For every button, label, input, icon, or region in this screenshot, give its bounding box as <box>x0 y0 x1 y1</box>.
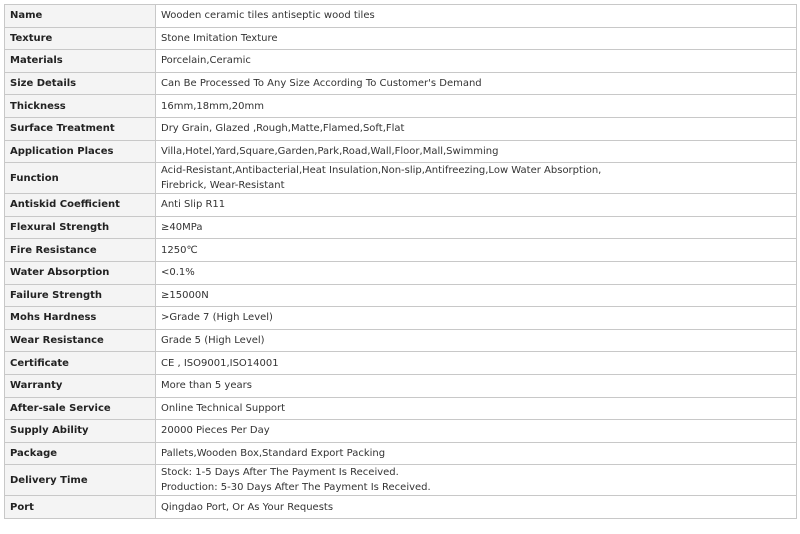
spec-label-function: Function <box>5 163 156 194</box>
spec-label-mohs-hardness: Mohs Hardness <box>5 307 156 330</box>
table-row <box>5 27 797 50</box>
spec-value-name: Wooden ceramic tiles antiseptic wood tiles <box>156 5 797 28</box>
spec-value-supply-ability: 20000 Pieces Per Day <box>156 420 797 443</box>
spec-label-size-details: Size Details <box>5 72 156 95</box>
spec-value-surface-treatment: Dry Grain, Glazed ,Rough,Matte,Flamed,Soft,Flat <box>156 117 797 140</box>
table-row <box>5 374 797 397</box>
spec-label-application-places: Application Places <box>5 140 156 163</box>
spec-label-warranty: Warranty <box>5 374 156 397</box>
delivery-time-line-1: Stock: 1-5 Days After The Payment Is Received. <box>161 467 399 479</box>
spec-value-application-places: Villa,Hotel,Yard,Square,Garden,Park,Road,Wall,Floor,Mall,Swimming <box>156 140 797 163</box>
spec-value-warranty: More than 5 years <box>156 374 797 397</box>
spec-value-size-details: Can Be Processed To Any Size According To Customer's Demand <box>156 72 797 95</box>
table-row <box>5 194 797 217</box>
spec-label-after-sale-service: After-sale Service <box>5 397 156 420</box>
spec-value-delivery-time <box>156 465 797 496</box>
table-row <box>5 397 797 420</box>
spec-label-wear-resistance: Wear Resistance <box>5 329 156 352</box>
function-line-1: Acid-Resistant,Antibacterial,Heat Insulation,Non-slip,Antifreezing,Low Water Absorption, <box>161 165 602 177</box>
spec-label-water-absorption: Water Absorption <box>5 261 156 284</box>
spec-value-after-sale-service: Online Technical Support <box>156 397 797 420</box>
table-row <box>5 329 797 352</box>
table-row <box>5 216 797 239</box>
table-row <box>5 465 797 496</box>
spec-label-antiskid-coefficient: Antiskid Coefficient <box>5 194 156 217</box>
table-row <box>5 5 797 28</box>
spec-label-flexural-strength: Flexural Strength <box>5 216 156 239</box>
product-spec-table <box>4 4 797 519</box>
table-row <box>5 420 797 443</box>
table-row <box>5 496 797 519</box>
spec-value-water-absorption: <0.1% <box>156 261 797 284</box>
spec-value-materials: Porcelain,Ceramic <box>156 50 797 73</box>
spec-label-texture: Texture <box>5 27 156 50</box>
spec-label-certificate: Certificate <box>5 352 156 375</box>
spec-value-package: Pallets,Wooden Box,Standard Export Packing <box>156 442 797 465</box>
spec-value-port: Qingdao Port, Or As Your Requests <box>156 496 797 519</box>
spec-value-fire-resistance: 1250℃ <box>156 239 797 262</box>
table-row <box>5 352 797 375</box>
table-row <box>5 261 797 284</box>
spec-label-supply-ability: Supply Ability <box>5 420 156 443</box>
spec-value-flexural-strength: ≥40MPa <box>156 216 797 239</box>
spec-label-thickness: Thickness <box>5 95 156 118</box>
table-row <box>5 72 797 95</box>
spec-value-certificate: CE , ISO9001,ISO14001 <box>156 352 797 375</box>
spec-value-function <box>156 163 797 194</box>
spec-label-failure-strength: Failure Strength <box>5 284 156 307</box>
spec-label-fire-resistance: Fire Resistance <box>5 239 156 262</box>
spec-label-surface-treatment: Surface Treatment <box>5 117 156 140</box>
table-row <box>5 50 797 73</box>
spec-label-package: Package <box>5 442 156 465</box>
spec-value-thickness: 16mm,18mm,20mm <box>156 95 797 118</box>
table-row <box>5 442 797 465</box>
spec-label-name: Name <box>5 5 156 28</box>
table-row <box>5 307 797 330</box>
spec-value-antiskid-coefficient: Anti Slip R11 <box>156 194 797 217</box>
spec-value-failure-strength: ≥15000N <box>156 284 797 307</box>
table-row <box>5 239 797 262</box>
spec-label-delivery-time: Delivery Time <box>5 465 156 496</box>
table-row <box>5 163 797 194</box>
function-line-2: Firebrick, Wear-Resistant <box>161 180 285 192</box>
spec-value-wear-resistance: Grade 5 (High Level) <box>156 329 797 352</box>
spec-label-materials: Materials <box>5 50 156 73</box>
table-row <box>5 117 797 140</box>
spec-table-body <box>5 5 797 519</box>
table-row <box>5 95 797 118</box>
spec-label-port: Port <box>5 496 156 519</box>
spec-value-mohs-hardness: >Grade 7 (High Level) <box>156 307 797 330</box>
delivery-time-line-2: Production: 5-30 Days After The Payment Is Received. <box>161 482 431 494</box>
table-row <box>5 284 797 307</box>
table-row <box>5 140 797 163</box>
spec-value-texture: Stone Imitation Texture <box>156 27 797 50</box>
